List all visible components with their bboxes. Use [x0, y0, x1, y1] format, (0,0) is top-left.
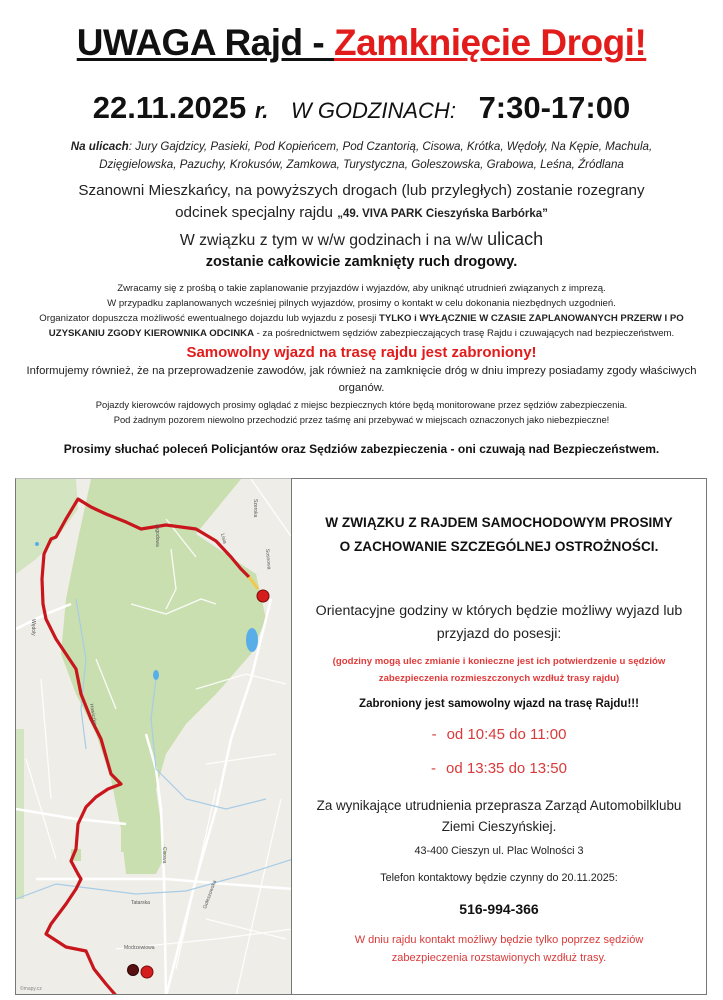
- intro-line-3-text: W związku z tym w w/w godzinach i na w/w: [179, 232, 488, 249]
- intro-paragraph: [10, 180, 713, 225]
- hours-label: W GODZINACH:: [290, 98, 456, 123]
- route-map: [15, 478, 292, 995]
- panel-phone-number[interactable]: 516-994-366: [459, 901, 539, 917]
- panel-apology: Za wynikające utrudnienia przeprasza Zarząd Automobilklubu Ziemi Cieszyńskiej.: [316, 798, 682, 834]
- svg-text:Sosnowa: Sosnowa: [264, 548, 272, 570]
- svg-text:Tatarska: Tatarska: [131, 900, 150, 906]
- info-tape: Pod żadnym pozorem niewolno przechodzić przez taśmę ani przebywać w miejscach oznaczonych jako niebezpieczne!: [113, 414, 610, 425]
- svg-text:Modrzewiowa: Modrzewiowa: [124, 945, 155, 951]
- police-instructions: Prosimy słuchać poleceń Policjantów oraz Sędziów zabezpieczenia - oni czuwają nad Bezpieczeństwem.: [63, 442, 660, 456]
- streets-label: Na ulicach: [70, 140, 129, 153]
- intro-line-3-streets: ulicach: [487, 229, 544, 249]
- traffic-closed-notice: zostanie całkowicie zamknięty ruch drogowy.: [205, 254, 518, 270]
- date-hours-line: [0, 88, 723, 131]
- page-title: [0, 20, 723, 66]
- time-window-1: - od 10:45 do 11:00: [431, 726, 567, 743]
- details-line-3-bold: TYLKO i WYŁĄCZNIE W CZASIE ZAPLANOWANYCH PRZERW I PO UZYSKANIU ZGODY KIEROWNIKA ODCINKA: [48, 313, 684, 339]
- panel-contact-note: W dniu rajdu kontakt możliwy będzie tylko poprzez sędziów zabezpieczenia rozstawionych wzdłuż trasy.: [354, 934, 644, 964]
- date-suffix: r.: [254, 98, 269, 123]
- time-window-2: - od 13:35 do 13:50: [431, 760, 567, 777]
- closure-hours: 7:30-17:00: [478, 90, 631, 125]
- info-permits: Informujemy również, że na przeprowadzenie zawodów, jak również na zamknięcie dróg w dniu imprezy posiadamy zgody właściwych organów.: [26, 365, 697, 394]
- panel-forbidden: Zabroniony jest samowolny wjazd na trasę Rajdu!!!: [359, 698, 639, 710]
- info-panel: [291, 478, 707, 995]
- intro-line-3: [10, 228, 713, 252]
- panel-heading: W ZWIĄZKU Z RAJDEM SAMOCHODOWYM PROSIMY O ZACHOWANIE SZCZEGÓLNEJ OSTROŻNOŚCI.: [325, 515, 673, 554]
- details-line-1: Zwracamy się z prośbą o takie zaplanowanie przyjazdów i wyjazdów, aby uniknąć utrudnień związanych z imprezą.: [117, 283, 606, 294]
- svg-text:Lisia: Lisia: [219, 532, 228, 545]
- title-road-closure: Zamknięcie Drogi!: [334, 22, 647, 63]
- details-line-3-suffix: - za pośrednictwem sędziów zabezpieczających trasę Rajdu i czuwających nad bezpieczeństwem.: [254, 328, 675, 339]
- map-attribution: ©mapy.cz: [20, 986, 42, 992]
- details-line-3-text: Organizator dopuszcza możliwość ewentualnego dojazdu lub wyjazdu z posesji: [39, 313, 379, 324]
- street-list: [10, 138, 713, 174]
- svg-text:Goleszowska: Goleszowska: [202, 879, 219, 910]
- panel-orientation-hours: Orientacyjne godziny w których będzie możliwy wyjazd lub przyjazd do posesji:: [315, 603, 683, 642]
- time-window-1-text: od 10:45 do 11:00: [446, 726, 567, 743]
- forbidden-entry-warning: Samowolny wjazd na trasę rajdu jest zabroniony!: [186, 344, 537, 361]
- title-warning: UWAGA Rajd -: [76, 22, 335, 63]
- streets-line-2: Dzięgielowska, Pazuchy, Krokusów, Zamkowa, Turystyczna, Goleszowska, Grabowa, Leśna, Źródlana: [99, 158, 624, 171]
- svg-text:Wędoły: Wędoły: [30, 619, 36, 636]
- map-graphic: [16, 479, 292, 995]
- info-spectators: Pojazdy kierowców rajdowych prosimy oglądać z miejsc bezpiecznych które będą monitorowane przez sędziów zabezpieczenia.: [95, 399, 628, 410]
- streets-line-1: : Jury Gajdzicy, Pasieki, Pod Kopieńcem, Pod Czantorią, Cisowa, Krótka, Wędoły, Na Kępie, Machula,: [128, 140, 653, 153]
- intro-line-2: odcinek specjalny rajdu: [175, 204, 338, 221]
- svg-text:Cisowa: Cisowa: [161, 847, 167, 864]
- map-label-szeroka: Szeroka: [252, 499, 258, 518]
- intro-line-1: Szanowni Mieszkańcy, na powyższych drogach (lub przyległych) zostanie rozegrany: [78, 182, 645, 199]
- svg-text:Hawiczka: Hawiczka: [88, 703, 98, 726]
- details-line-3: [10, 311, 713, 341]
- svg-text:Jagodowa: Jagodowa: [154, 524, 160, 547]
- info-paragraph: [10, 363, 713, 427]
- time-window-2-text: od 13:35 do 13:50: [446, 760, 567, 777]
- event-name: „49. VIVA PARK Cieszyńska Barbórka”: [337, 208, 548, 220]
- panel-address: 43-400 Cieszyn ul. Plac Wolności 3: [414, 845, 584, 857]
- details-paragraph: [10, 281, 713, 341]
- panel-phone-label: Telefon kontaktowy będzie czynny do 20.11.2025:: [380, 872, 618, 884]
- details-line-2: W przypadku zaplanowanych wcześniej pilnych wyjazdów, prosimy o kontakt w celu dokonania niezbędnych uzgodnień.: [107, 298, 616, 309]
- event-date: 22.11.2025: [92, 90, 247, 125]
- panel-hours-note: (godziny mogą ulec zmianie i konieczne jest ich potwierdzenie u sędziów zabezpieczenia rozmieszczonych wzdłuż trasy rajdu): [332, 656, 666, 684]
